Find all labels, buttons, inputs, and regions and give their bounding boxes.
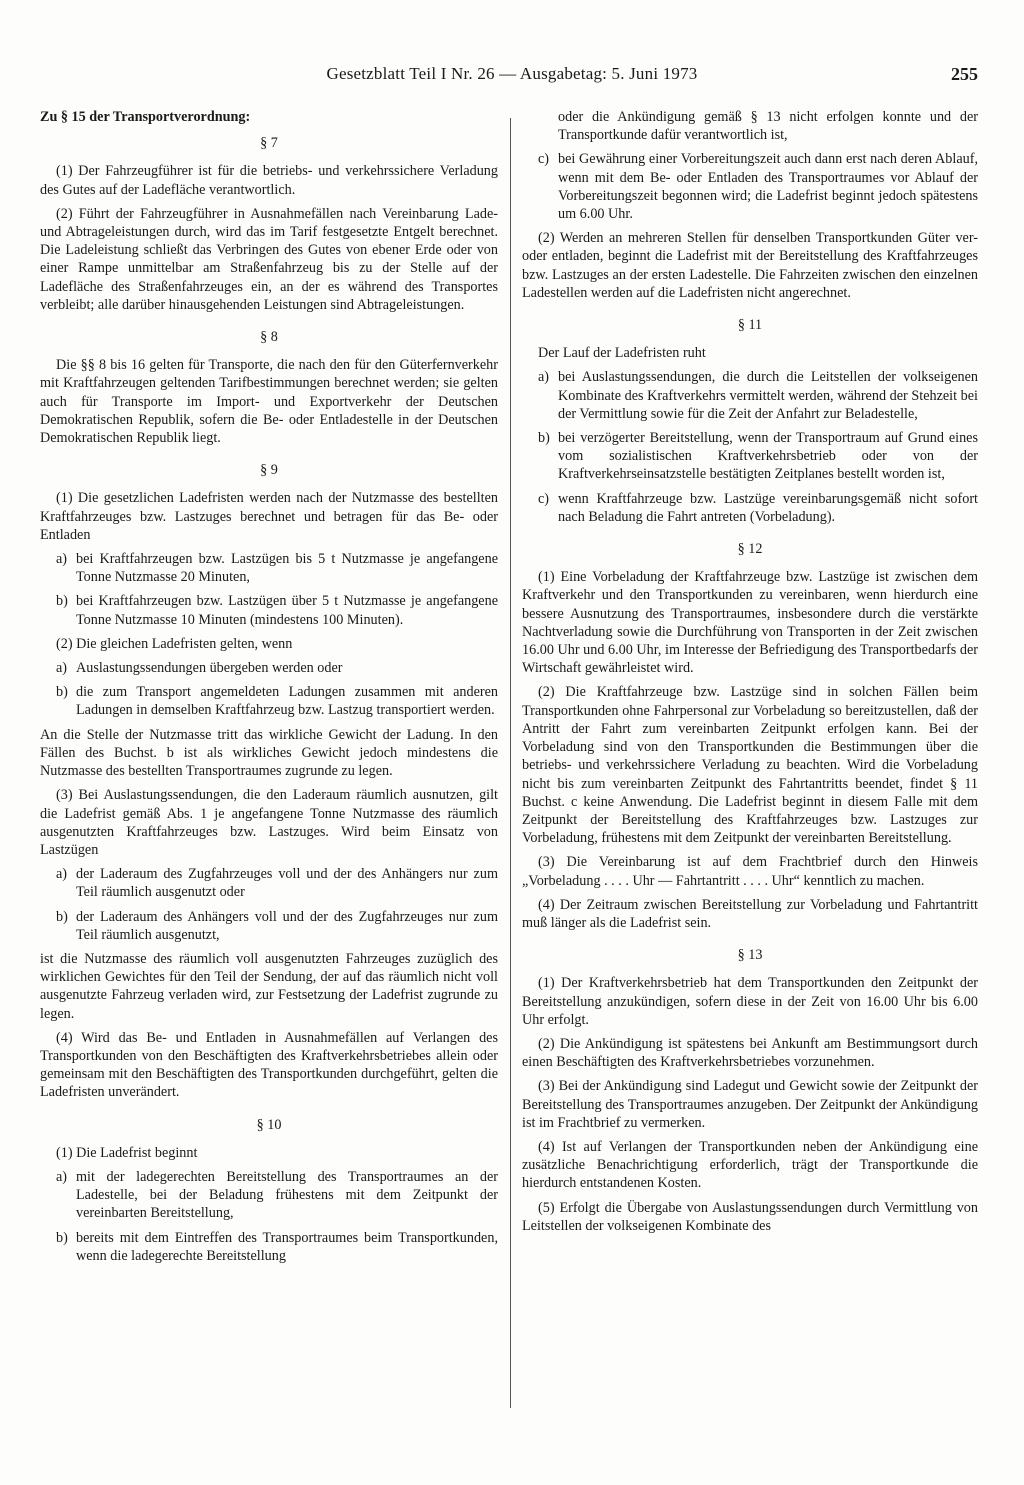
list-item <box>40 1168 498 1223</box>
list-item <box>522 368 978 423</box>
list-item <box>40 550 498 586</box>
list-marker: a) <box>538 369 550 386</box>
list-text: wenn Kraftfahrzeuge bzw. Lastzüge vereinbarungsgemäß nicht sofort nach Beladung die Fahrt antreten (Vorbeladung). <box>558 490 978 525</box>
paragraph-heading-13: § 13 <box>737 947 763 964</box>
list-item <box>40 865 498 901</box>
paragraph: (2) Die gleichen Ladefristen gelten, wenn <box>56 635 293 652</box>
paragraph-heading-9: § 9 <box>260 462 278 479</box>
paragraph: (1) Eine Vorbeladung der Kraftfahrzeuge bzw. Lastzüge ist zwischen dem Kraftverkehr und den Transportkunden zu vereinbaren, wenn hierdurch eine bessere Ausnutzung des Transportraumes, insbesondere durch die verstärkte Nachtverladung sowie die Durchführung von Transporten in der Zeit zwischen 16.00 Uhr und 6.00 Uhr, im Interesse der Befriedigung des Transportbedarfs der Wirtschaft gewährleistet wird. <box>522 569 978 677</box>
list-marker: a) <box>56 866 68 883</box>
list-marker: a) <box>56 660 68 677</box>
paragraph-heading-7: § 7 <box>260 135 278 152</box>
list-text: bei verzögerter Bereitstellung, wenn der Transportraum auf Grund eines vom sozialistischen Kraftverkehrsbetrieb oder von der Kraftverkehrseinsatzstelle bestätigten Zeitplanes bestellt worden ist, <box>558 430 978 483</box>
paragraph: (5) Erfolgt die Übergabe von Auslastungssendungen durch Vermittlung von Leitstellen der volkseigenen Kombinate des <box>522 1199 978 1234</box>
paragraph: (3) Die Vereinbarung ist auf dem Frachtbrief durch den Hinweis „Vorbeladung . . . . Uhr — Fahrtantritt . . . . Uhr“ kenntlich zu machen. <box>522 854 978 889</box>
list-text: der Laderaum des Zugfahrzeuges voll und der des Anhängers nur zum Teil räumlich ausgenutzt oder <box>76 866 498 901</box>
page-number: 255 <box>951 64 978 84</box>
paragraph: (1) Der Kraftverkehrsbetrieb hat dem Transportkunden den Zeitpunkt der Bereitstellung anzukündigen, sofern diese in der Zeit von 16.00 Uhr bis 6.00 Uhr erfolgt. <box>522 975 978 1028</box>
paragraph: An die Stelle der Nutzmasse tritt das wirkliche Gewicht der Ladung. In den Fällen des Buchst. b ist als wirkliches Gewicht jedoch mindestens die Nutzmasse des bestellten Transportraumes zugrunde zu legen. <box>40 726 498 780</box>
paragraph: Der Lauf der Ladefristen ruht <box>538 345 706 362</box>
list-item-continuation <box>522 108 978 144</box>
list-text: oder die Ankündigung gemäß § 13 nicht erfolgen konnte und der Transportkunde dafür verantwortlich ist, <box>558 109 978 144</box>
paragraph-heading-11: § 11 <box>737 317 763 334</box>
paragraph: (3) Bei der Ankündigung sind Ladegut und Gewicht sowie der Zeitpunkt der Bereitstellung des Transportraumes anzugeben. Der Zeitpunkt der Ankündigung ist im Frachtbrief zu vermerken. <box>522 1078 978 1131</box>
paragraph: (4) Der Zeitraum zwischen Bereitstellung zur Vorbeladung und Fahrtantritt muß länger als die Ladefrist sein. <box>522 896 978 931</box>
list-text: mit der ladegerechten Bereitstellung des Transportraumes an der Ladestelle, bei der Beladung frühestens mit dem Zeitpunkt der vereinbarten Bereitstellung, <box>76 1168 498 1222</box>
paragraph-heading-8: § 8 <box>260 329 278 346</box>
page-title: Gesetzblatt Teil I Nr. 26 — Ausgabetag: 5. Juni 1973 <box>326 64 698 83</box>
list-item <box>40 908 498 944</box>
list-marker: b) <box>56 593 68 610</box>
list-marker: a) <box>56 551 68 568</box>
paragraph: (2) Werden an mehreren Stellen für denselben Transportkunden Güter ver- oder entladen, beginnt die Ladefrist mit der Bereitstellung des Kraftfahrzeuges bzw. Lastzuges an der ersten Ladestelle. Die Fahrzeiten zwischen den einzelnen Ladestellen werden auf die Ladefristen nicht angerechnet. <box>522 230 978 301</box>
list-text: bei Auslastungssendungen, die durch die Leitstellen der volkseigenen Kombinate des Kraftverkehrs vermittelt werden, während der Stehzeit bei der Vermittlung sowie für die Zeit der Anfahrt zur Beladestelle, <box>558 369 978 422</box>
paragraph-heading-10: § 10 <box>256 1116 282 1133</box>
paragraph: Die §§ 8 bis 16 gelten für Transporte, die nach den für den Güterfernverkehr mit Kraftfahrzeugen geltenden Tarifbestimmungen berechnet werden; sie gelten auch für Transporte im Import- und Exportverkehr der Deutschen Demokratischen Republik, sofern die Be- oder Entladestelle in der Deutschen Demokratischen Republik liegt. <box>40 357 498 447</box>
list-text: bei Kraftfahrzeugen bzw. Lastzügen über 5 t Nutzmasse je angefangene Tonne Nutzmasse 10 Minuten (mindestens 100 Minuten). <box>76 593 498 628</box>
list-marker: c) <box>538 151 550 168</box>
list-item <box>522 490 978 526</box>
paragraph: (3) Bei Auslastungssendungen, die den Laderaum räumlich ausnutzen, gilt die Ladefrist gemäß Abs. 1 je angefangene Tonne Nutzmasse des räumlich ausgenutzten Kraftfahrzeuges bzw. Lastzuges. Wird beim Einsatz von Lastzügen <box>40 787 498 858</box>
paragraph: (1) Die gesetzlichen Ladefristen werden nach der Nutzmasse des bestellten Kraftfahrzeuges bzw. Lastzuges berechnet und betragen für das Be- oder Entladen <box>40 490 498 543</box>
paragraph: (1) Der Fahrzeugführer ist für die betriebs- und verkehrssichere Verladung des Gutes auf der Ladefläche verantwortlich. <box>40 163 498 198</box>
list-text: die zum Transport angemeldeten Ladungen zusammen mit anderen Ladungen in demselben Kraftfahrzeug bzw. Lastzug transportiert werden. <box>76 684 498 719</box>
list-marker: b) <box>538 430 550 447</box>
page-header <box>0 64 1024 92</box>
list-marker: c) <box>538 490 550 507</box>
list-text: bei Kraftfahrzeugen bzw. Lastzügen bis 5 t Nutzmasse je angefangene Tonne Nutzmasse 20 Minuten, <box>76 551 498 586</box>
list-item <box>40 592 498 628</box>
paragraph: (4) Wird das Be- und Entladen in Ausnahmefällen auf Verlangen des Transportkunden von den Beschäftigten des Kraftverkehrsbetriebes allein oder gemeinsam mit den Beschäftigten des Transportkunden durchgeführt, gelten die Ladefristen unverändert. <box>40 1029 498 1101</box>
right-column <box>522 108 978 1241</box>
list-item <box>522 150 978 223</box>
list-text: bei Gewährung einer Vorbereitungszeit auch dann erst nach deren Ablauf, wenn mit dem Be- oder Entladen des Transportraumes vor Ablauf der Vorbereitungszeit begonnen wird; die Ladefrist beginnt jedoch spätestens um 6.00 Uhr. <box>558 151 978 223</box>
list-marker: b) <box>56 1229 68 1246</box>
list-item <box>40 683 498 719</box>
list-item <box>40 1229 498 1265</box>
list-text: der Laderaum des Anhängers voll und der des Zugfahrzeuges nur zum Teil räumlich ausgenutzt, <box>76 908 498 943</box>
paragraph: ist die Nutzmasse des räumlich voll ausgenutzten Fahrzeuges zuzüglich des wirklichen Gewichtes für den Teil der Sendung, der auf das räumlich nicht voll ausgenutzte Fahrzeug verladen wird, zur Festsetzung der Ladefrist zugrunde zu legen. <box>40 950 498 1022</box>
list-text: bereits mit dem Eintreffen des Transportraumes beim Transportkunden, wenn die ladegerechte Bereitstellung <box>76 1229 498 1264</box>
paragraph: (4) Ist auf Verlangen der Transportkunden neben der Ankündigung eine zusätzliche Benachrichtigung erforderlich, trägt der Transportkunde die hierdurch entstandenen Kosten. <box>522 1138 978 1192</box>
paragraph: (2) Führt der Fahrzeugführer in Ausnahmefällen nach Vereinbarung Lade- und Abtrageleistungen durch, wird das im Tarif festgesetzte Entgelt berechnet. Die Ladeleistung schließt das Verbringen des Gutes von ebener Erde oder von einer Rampe unmittelbar am Straßenfahrzeug bis zu der Stelle auf der Ladefläche des Straßenfahrzeuges ein, an der es während des Transportes verbleibt; alle darüber hinausgehenden Leistungen sind Abtrageleistungen. <box>40 205 498 313</box>
list-text: Auslastungssendungen übergeben werden oder <box>76 660 343 677</box>
column-divider <box>510 118 511 1408</box>
list-marker: a) <box>56 1168 68 1185</box>
paragraph-heading-12: § 12 <box>737 541 763 558</box>
list-item <box>522 429 978 484</box>
list-marker: b) <box>56 684 68 701</box>
paragraph: (1) Die Ladefrist beginnt <box>56 1144 198 1161</box>
left-column <box>40 108 498 1271</box>
list-marker: b) <box>56 908 68 925</box>
paragraph: (2) Die Ankündigung ist spätestens bei Ankunft am Bestimmungsort durch einen Beschäftigten des Kraftverkehrsbetriebes vorzunehmen. <box>522 1035 978 1071</box>
list-item <box>40 659 498 677</box>
paragraph: (2) Die Kraftfahrzeuge bzw. Lastzüge sind in solchen Fällen beim Transportkunden ohne Fahrpersonal zur Vorbeladung so bereitzustellen, daß der Antritt der Fahrt zum vereinbarten Zeitpunkt erfolgen kann. Bei der Vorbeladung sind von den Transportkunden die Bestimmungen über die betriebs- und verkehrssichere Verladung zu beachten. Wird die Vorbeladung nicht bis zum vereinbarten Zeitpunkt des Fahrtantritts beendet, findet § 11 Buchst. c keine Anwendung. Die Ladefrist beginnt in diesem Falle mit dem Zeitpunkt der Bereitstellung des Kraftfahrzeuges bzw. Lastzuges zur Vorbeladung, frühestens mit dem Zeitpunkt der vereinbarten Bereitstellung. <box>522 684 978 847</box>
section-heading: Zu § 15 der Transportverordnung: <box>40 109 251 125</box>
